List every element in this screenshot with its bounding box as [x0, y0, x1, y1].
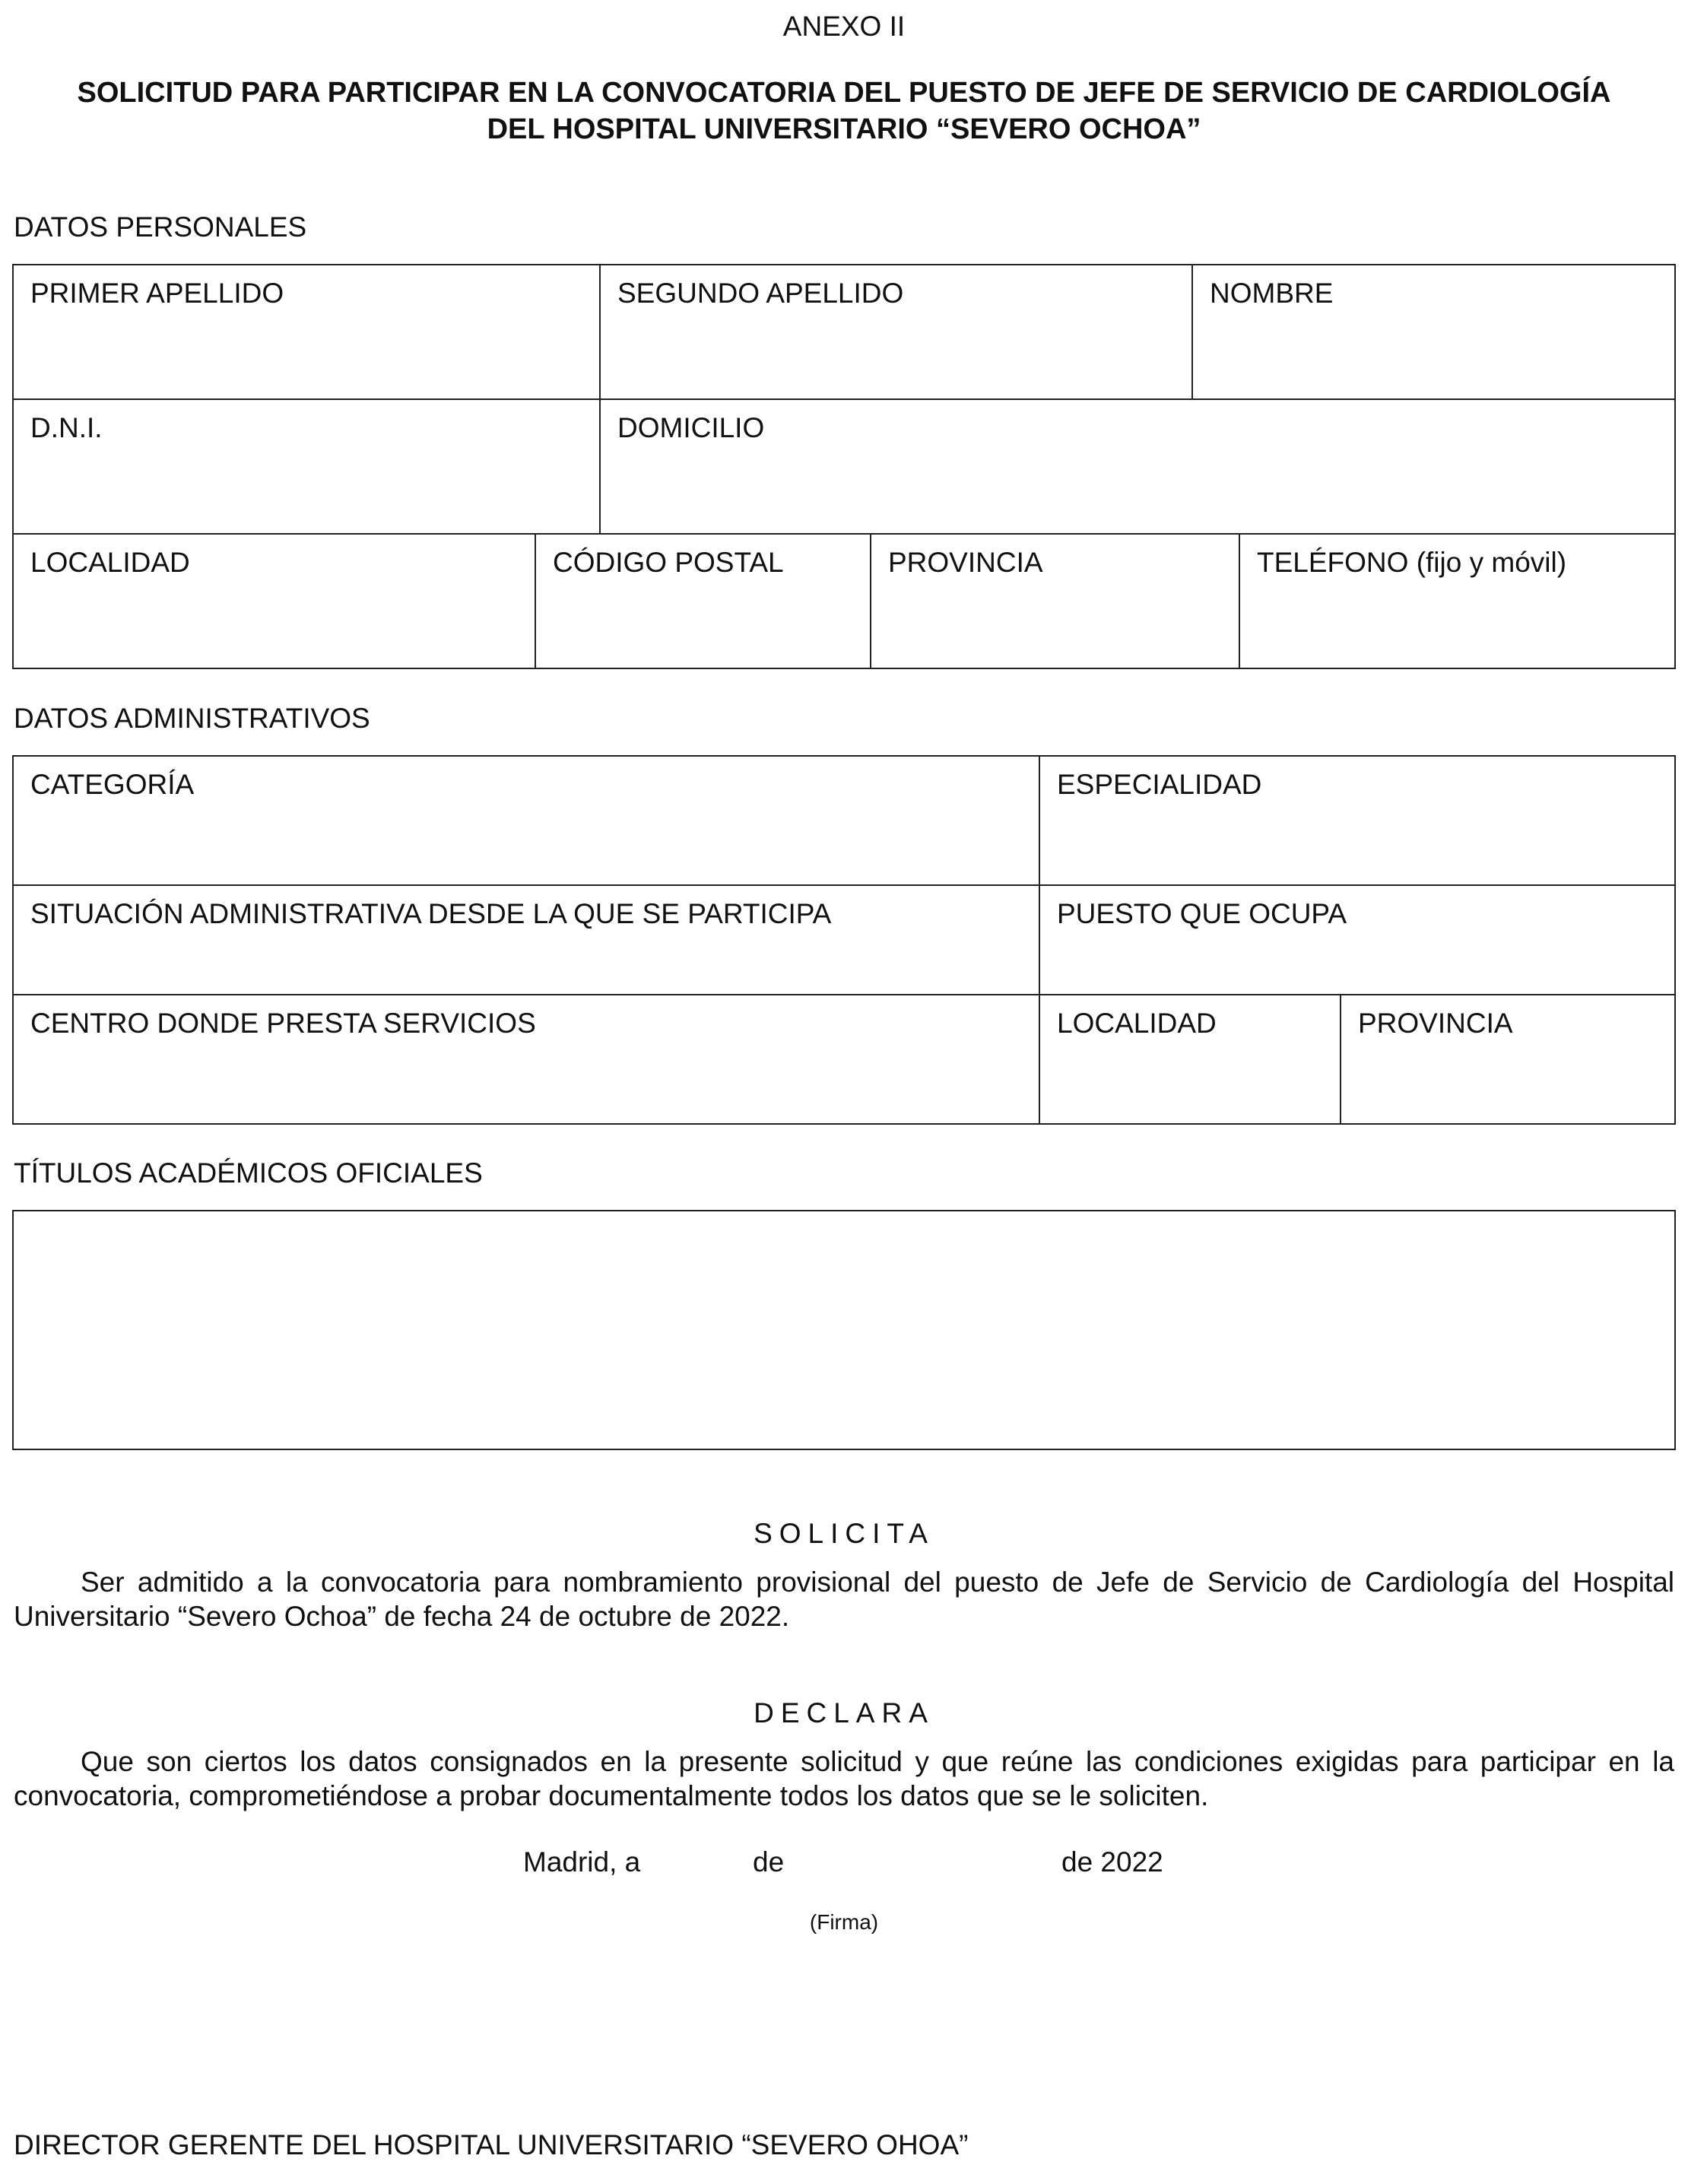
administrative-data-heading: DATOS ADMINISTRATIVOS — [14, 703, 370, 734]
admin-provincia-field[interactable] — [1340, 994, 1676, 1125]
dni-field[interactable] — [12, 398, 601, 535]
centro-field[interactable] — [12, 994, 1040, 1125]
academic-titles-field[interactable] — [12, 1210, 1676, 1450]
signature-firma: (Firma) — [809, 1910, 879, 1934]
solicita-text: Ser admitido a la convocatoria para nombramiento provisional del puesto de Jefe de Servicio de Cardiología del Hospital Universitario “Severo Ochoa” de fecha 24 de octubre de 2022. — [14, 1567, 1674, 1632]
segundo-apellido-field[interactable] — [599, 264, 1193, 400]
puesto-field[interactable] — [1039, 884, 1676, 995]
admin-localidad-label: LOCALIDAD — [1057, 1008, 1217, 1039]
segundo-apellido-label: SEGUNDO APELLIDO — [617, 278, 904, 309]
localidad-field[interactable] — [12, 533, 536, 669]
codigo-postal-label: CÓDIGO POSTAL — [553, 547, 784, 578]
situacion-label: SITUACIÓN ADMINISTRATIVA DESDE LA QUE SE PARTICIPA — [30, 898, 832, 929]
telefono-label: TELÉFONO (fijo y móvil) — [1257, 547, 1567, 578]
localidad-label: LOCALIDAD — [30, 547, 190, 578]
annex-label: ANEXO II — [782, 11, 906, 42]
solicita-heading: SOLICITA — [754, 1518, 934, 1549]
domicilio-field[interactable] — [599, 398, 1676, 535]
declara-heading: DECLARA — [754, 1697, 934, 1728]
dni-label: D.N.I. — [30, 412, 103, 443]
admin-provincia-label: PROVINCIA — [1358, 1008, 1513, 1039]
signature-de-2: de 2022 — [1061, 1846, 1163, 1878]
telefono-field[interactable] — [1239, 533, 1676, 669]
categoria-label: CATEGORÍA — [30, 769, 195, 800]
nombre-label: NOMBRE — [1210, 278, 1334, 309]
nombre-field[interactable] — [1191, 264, 1676, 400]
primer-apellido-label: PRIMER APELLIDO — [30, 278, 284, 309]
title-line-1: SOLICITUD PARA PARTICIPAR EN LA CONVOCATORIA DEL PUESTO DE JEFE DE SERVICIO DE CARDIOLOGÍA — [77, 77, 1611, 109]
provincia-field[interactable] — [870, 533, 1240, 669]
domicilio-label: DOMICILIO — [617, 412, 765, 443]
academic-titles-heading: TÍTULOS ACADÉMICOS OFICIALES — [14, 1157, 483, 1189]
declara-text: Que son ciertos los datos consignados en la presente solicitud y que reúne las condiciones exigidas para participar en la convocatoria, comprometiéndose a probar documentalmente todos los datos que se le soliciten. — [14, 1746, 1674, 1811]
signature-place: Madrid, a — [523, 1846, 641, 1878]
puesto-label: PUESTO QUE OCUPA — [1057, 898, 1347, 929]
especialidad-label: ESPECIALIDAD — [1057, 769, 1262, 800]
director-addressee: DIRECTOR GERENTE DEL HOSPITAL UNIVERSITARIO “SEVERO OHOA” — [14, 2129, 969, 2160]
centro-label: CENTRO DONDE PRESTA SERVICIOS — [30, 1008, 536, 1039]
primer-apellido-field[interactable] — [12, 264, 601, 400]
title-line-2: DEL HOSPITAL UNIVERSITARIO “SEVERO OCHOA” — [487, 113, 1201, 145]
codigo-postal-field[interactable] — [535, 533, 871, 669]
document-title — [46, 75, 1642, 148]
declara-paragraph — [14, 1744, 1674, 1813]
categoria-field[interactable] — [12, 755, 1040, 886]
signature-de-1: de — [753, 1846, 785, 1878]
solicita-paragraph — [14, 1565, 1674, 1633]
admin-localidad-field[interactable] — [1039, 994, 1341, 1125]
personal-data-heading: DATOS PERSONALES — [14, 211, 307, 243]
situacion-field[interactable] — [12, 884, 1040, 995]
provincia-label: PROVINCIA — [888, 547, 1043, 578]
especialidad-field[interactable] — [1039, 755, 1676, 886]
